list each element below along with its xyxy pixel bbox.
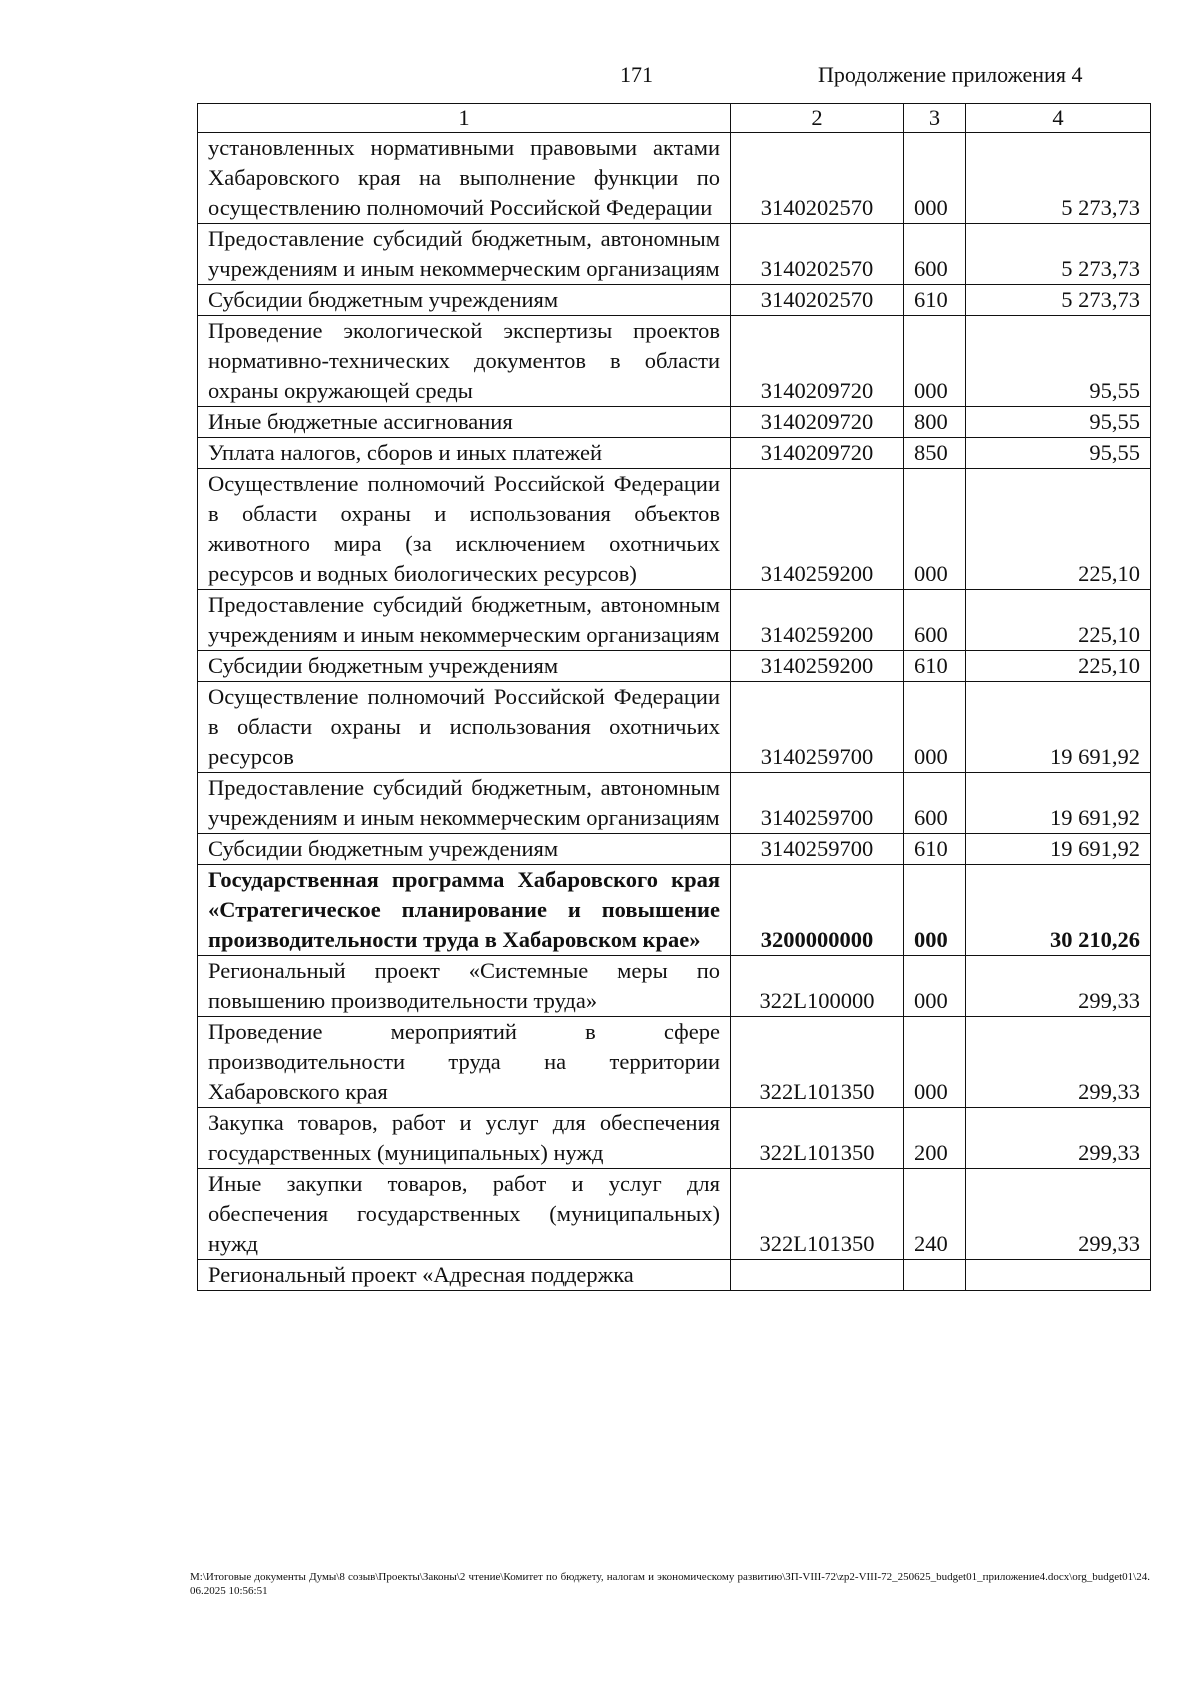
item-name: Предоставление субсидий бюджетным, автономным учреждениям и иным некоммерческим организациям: [198, 773, 731, 834]
target-code: 3140259200: [731, 469, 904, 590]
table-row: [198, 1017, 1151, 1108]
target-code: 3140259200: [731, 651, 904, 682]
table-row: [198, 133, 1151, 224]
column-header-1: 1: [198, 104, 731, 133]
amount: 225,10: [966, 590, 1151, 651]
target-code: 3140202570: [731, 285, 904, 316]
amount: 95,55: [966, 407, 1151, 438]
amount: 19 691,92: [966, 682, 1151, 773]
target-code: 3140209720: [731, 438, 904, 469]
target-code: 3140259700: [731, 682, 904, 773]
expense-type: 000: [904, 956, 966, 1017]
column-header-3: 3: [904, 104, 966, 133]
continuation-label: Продолжение приложения 4: [818, 62, 1083, 87]
amount: 225,10: [966, 469, 1151, 590]
item-name: Субсидии бюджетным учреждениям: [198, 285, 731, 316]
expense-type: 800: [904, 407, 966, 438]
item-name: Иные бюджетные ассигнования: [198, 407, 731, 438]
amount: 299,33: [966, 1108, 1151, 1169]
document-path: M:\Итоговые документы Думы\8 созыв\Проекты\Законы\2 чтение\Комитет по бюджету, налогам и экономическому развитию\ЗП-VIII-72\zp2-VIII-72_250625_budget01_приложение4.docx\org_budget01\24.06.2025 10:56:51: [190, 1571, 1150, 1597]
item-name: установленных нормативными правовыми актами Хабаровского края на выполнение функции по осуществлению полномочий Российской Федерации: [198, 133, 731, 224]
expense-type: 000: [904, 865, 966, 956]
expense-type: 000: [904, 133, 966, 224]
target-code: 322L101350: [731, 1169, 904, 1260]
column-header-2: 2: [731, 104, 904, 133]
amount: 299,33: [966, 1017, 1151, 1108]
table-row: [198, 651, 1151, 682]
target-code: 3140259200: [731, 590, 904, 651]
item-name: Субсидии бюджетным учреждениям: [198, 651, 731, 682]
target-code: 322L101350: [731, 1017, 904, 1108]
table-row: [198, 834, 1151, 865]
target-code: 322L100000: [731, 956, 904, 1017]
budget-table: [197, 103, 1151, 1291]
item-name: Иные закупки товаров, работ и услуг для обеспечения государственных (муниципальных) нужд: [198, 1169, 731, 1260]
table-row: [198, 1108, 1151, 1169]
table-row: [198, 590, 1151, 651]
expense-type: 240: [904, 1169, 966, 1260]
item-name: Уплата налогов, сборов и иных платежей: [198, 438, 731, 469]
target-code: 322L101350: [731, 1108, 904, 1169]
item-name: Предоставление субсидий бюджетным, автономным учреждениям и иным некоммерческим организациям: [198, 224, 731, 285]
item-name: Региональный проект «Системные меры по повышению производительности труда»: [198, 956, 731, 1017]
item-name: Субсидии бюджетным учреждениям: [198, 834, 731, 865]
item-name: Осуществление полномочий Российской Федерации в области охраны и использования охотничьих ресурсов: [198, 682, 731, 773]
table-row: [198, 682, 1151, 773]
expense-type: 000: [904, 469, 966, 590]
item-name: Закупка товаров, работ и услуг для обеспечения государственных (муниципальных) нужд: [198, 1108, 731, 1169]
table-row: [198, 438, 1151, 469]
expense-type: 600: [904, 590, 966, 651]
item-name: Государственная программа Хабаровского края «Стратегическое планирование и повышение производительности труда в Хабаровском крае»: [198, 865, 731, 956]
amount: 5 273,73: [966, 224, 1151, 285]
table-row: [198, 956, 1151, 1017]
table-row: [198, 285, 1151, 316]
target-code: 3200000000: [731, 865, 904, 956]
amount: 299,33: [966, 956, 1151, 1017]
target-code: 3140202570: [731, 224, 904, 285]
table-row: [198, 224, 1151, 285]
amount: 225,10: [966, 651, 1151, 682]
item-name: Региональный проект «Адресная поддержка: [198, 1260, 731, 1291]
target-code: 3140202570: [731, 133, 904, 224]
target-code: 3140259700: [731, 773, 904, 834]
table-row: [198, 1169, 1151, 1260]
column-header-4: 4: [966, 104, 1151, 133]
expense-type: 850: [904, 438, 966, 469]
header-row: [198, 104, 1151, 133]
page-number: 171: [620, 62, 653, 87]
target-code: 3140209720: [731, 407, 904, 438]
item-name: Проведение экологической экспертизы проектов нормативно-технических документов в области охраны окружающей среды: [198, 316, 731, 407]
amount: 30 210,26: [966, 865, 1151, 956]
expense-type: 000: [904, 682, 966, 773]
table-row: [198, 865, 1151, 956]
amount: 5 273,73: [966, 285, 1151, 316]
item-name: Предоставление субсидий бюджетным, автономным учреждениям и иным некоммерческим организациям: [198, 590, 731, 651]
item-name: Осуществление полномочий Российской Федерации в области охраны и использования объектов животного мира (за исключением охотничьих ресурсов и водных биологических ресурсов): [198, 469, 731, 590]
expense-type: 600: [904, 224, 966, 285]
amount: 95,55: [966, 438, 1151, 469]
table-row: [198, 773, 1151, 834]
table-row: [198, 469, 1151, 590]
amount: [966, 1260, 1151, 1291]
expense-type: 610: [904, 651, 966, 682]
amount: 95,55: [966, 316, 1151, 407]
target-code: [731, 1260, 904, 1291]
amount: 19 691,92: [966, 773, 1151, 834]
expense-type: 000: [904, 316, 966, 407]
table-row: [198, 316, 1151, 407]
expense-type: 610: [904, 285, 966, 316]
expense-type: 000: [904, 1017, 966, 1108]
amount: 299,33: [966, 1169, 1151, 1260]
expense-type: 600: [904, 773, 966, 834]
expense-type: 200: [904, 1108, 966, 1169]
expense-type: [904, 1260, 966, 1291]
table-row: [198, 407, 1151, 438]
target-code: 3140209720: [731, 316, 904, 407]
table-row: [198, 1260, 1151, 1291]
target-code: 3140259700: [731, 834, 904, 865]
expense-type: 610: [904, 834, 966, 865]
amount: 5 273,73: [966, 133, 1151, 224]
item-name: Проведение мероприятий в сфере производительности труда на территории Хабаровского края: [198, 1017, 731, 1108]
amount: 19 691,92: [966, 834, 1151, 865]
